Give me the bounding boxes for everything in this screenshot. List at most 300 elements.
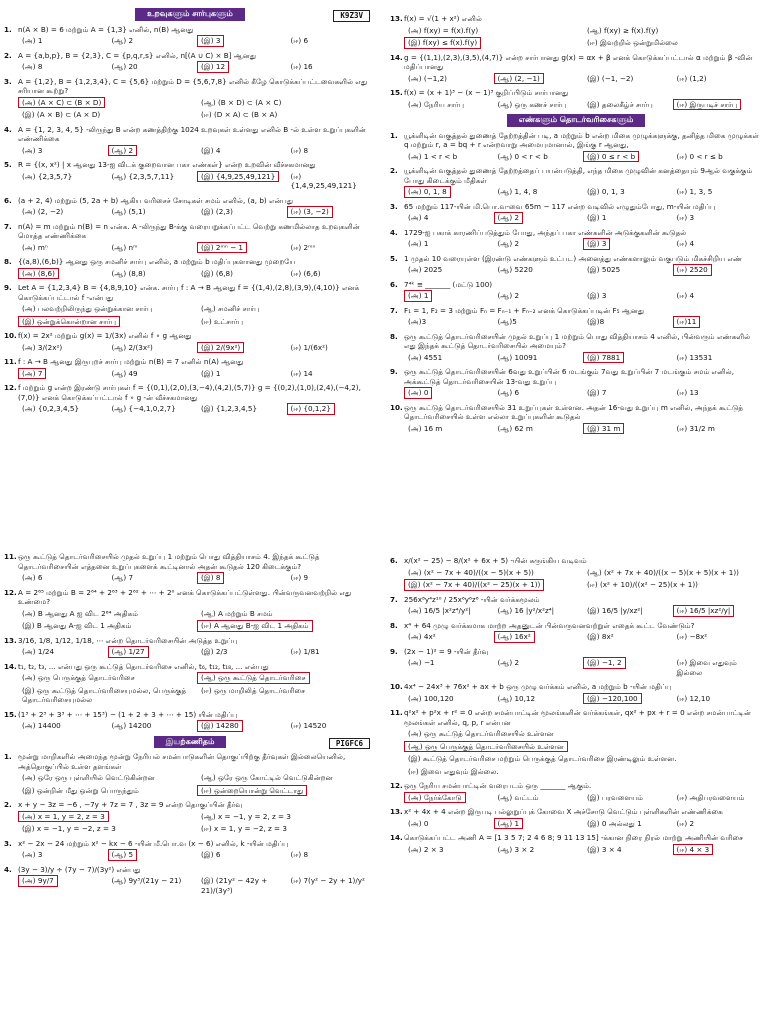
answer-option	[404, 238, 494, 250]
option-text: (ஆ) 20	[111, 62, 138, 72]
option-text: (ஆ) ஒரு கூட்டுத் தொடர்வரிசை	[197, 672, 310, 684]
question-text: A = {1, 2, 3, 4, 5} -லிருந்து B என்ற கணத்திற்கு 1024 உறவுகள் உள்ளது எனில் B -ல் உள்ள உறுப்புகளின் எண்ணிக்கை	[18, 124, 366, 144]
option-text: (இ) 2/(9x²)	[197, 342, 244, 354]
answer-option	[287, 61, 377, 73]
question-text: g = {(1,1),(2,3),(3,5),(4,7)} என்ற சார்பானது g(x) = αx + β எனக் கொடுக்கப்பட்டால் α மற்றும் β -வின் மதிப்பானது	[404, 52, 753, 71]
answer-option	[583, 264, 673, 276]
answer-option	[404, 605, 494, 617]
option-text: (இ) 3	[197, 35, 224, 47]
question-stem	[390, 403, 762, 422]
option-text: (ஆ) 6	[497, 388, 520, 398]
question-number: 10.	[390, 682, 403, 691]
answer-option	[108, 35, 198, 47]
answer-option	[583, 316, 673, 328]
option-text: (ஆ) 7	[111, 573, 134, 582]
answer-options	[390, 605, 762, 618]
option-text: (ஈ) 4 × 3	[673, 844, 714, 856]
question-number: 13.	[390, 14, 403, 23]
option-text: (ஆ) 2	[494, 212, 524, 224]
answer-option-correct	[197, 672, 376, 684]
answer-option-correct	[18, 316, 197, 328]
option-text: (ஈ) (3, −2)	[287, 206, 333, 218]
question-stem	[390, 228, 762, 238]
answer-option	[108, 268, 198, 280]
answer-option-correct	[583, 238, 673, 250]
answer-option	[583, 792, 673, 804]
answer-option	[18, 145, 108, 157]
question-text: x/(x² − 25) − 8/(x² + 6x + 5) -யின் சுருங்கிய வடிவம்	[404, 556, 587, 565]
option-text: (அ) 0	[408, 818, 429, 828]
answer-option-correct	[494, 818, 584, 830]
answer-option	[18, 61, 108, 73]
answer-options	[4, 720, 376, 733]
question-stem	[4, 383, 376, 402]
question-text: யூக்ளிடின் வகுத்தல் துணைத் தேற்றத்தின் படி, a மற்றும் b என்ற மிகை முழுக்களுக்கு, தனித்த மிகை முழுக்கள் q மற்றும் r, a = bq + r என்றவாறு அமையுமானால், இங்கு r ஆனது,	[404, 130, 760, 150]
answer-options	[4, 646, 376, 659]
answer-option	[18, 720, 108, 732]
answer-options	[390, 316, 762, 329]
answer-option	[287, 171, 377, 192]
answer-option	[583, 73, 673, 85]
option-text: (அ) mⁿ	[22, 242, 48, 252]
option-text: (அ) 6	[22, 573, 43, 582]
answer-option	[583, 567, 762, 579]
option-text: (இ) ஒரு கூட்டுத் தொடர்வரிசையுமல்ல, பெருக்குத் தொடர்வரிசையுமல்ல	[22, 685, 187, 704]
option-text: (ஆ) x = −1, y = 2, z = 3	[201, 811, 291, 821]
question-item	[390, 647, 762, 680]
answer-option-correct	[197, 785, 376, 797]
question-text: R = {(x, x²) | x ஆனது 13-ஐ விடக் குறைவான பகா எண்கள்} என்ற உறவின் வீச்சகமானது	[18, 160, 316, 170]
answer-option	[404, 693, 494, 705]
answer-option-correct	[583, 423, 673, 435]
answer-option-correct	[673, 605, 763, 617]
option-text: (ஆ) 0 < r < b	[497, 151, 548, 161]
answer-options	[4, 572, 376, 585]
answer-option	[108, 572, 198, 584]
question-item	[390, 682, 762, 705]
question-number: 10.	[390, 402, 403, 412]
question-number: 1.	[390, 130, 398, 140]
answer-option	[583, 579, 762, 591]
question-stem	[390, 833, 762, 843]
question-text: A = 2⁶⁵ மற்றும் B = 2⁶⁴ + 2⁶³ + 2⁶² + ⋯ + 2⁰ எனக் கொடுக்கப்பட்டுள்ளது. பின்வருவனவற்றில் எது உண்மை?	[18, 587, 352, 606]
question-stem	[4, 636, 376, 646]
question-stem	[390, 14, 762, 24]
answer-option	[287, 720, 377, 732]
option-text: (இ) 7881	[583, 352, 624, 364]
answer-option	[108, 720, 198, 732]
option-text: (அ) 1 < r < b	[408, 151, 458, 161]
answer-option	[673, 631, 763, 643]
option-text: (ஈ) இவை எதுவும் இல்லை.	[408, 766, 499, 776]
question-text: ஒரு நேரிய சமன்பாட்டின் வரைபடம் ஒரு _______ ஆகும்.	[404, 781, 592, 790]
option-text: (ஆ) 10091	[497, 352, 538, 362]
answer-option	[404, 25, 583, 37]
answer-options	[4, 849, 376, 862]
option-text: (அ) 3/(2x²)	[22, 342, 63, 352]
question-stem	[390, 88, 762, 98]
section-header	[4, 8, 376, 21]
option-text: (ஆ) 2/(3x²)	[111, 342, 153, 352]
option-text: (அ) 8	[22, 62, 43, 72]
question-number: 3.	[4, 838, 12, 848]
question-stem	[4, 357, 376, 367]
option-text: (அ) −1	[408, 658, 435, 667]
question-stem	[390, 131, 762, 150]
option-text: (இ) 7	[587, 388, 607, 398]
option-text: (இ) 5025	[587, 265, 621, 275]
question-number: 12.	[4, 383, 17, 393]
question-item	[4, 257, 376, 280]
answer-option-correct	[197, 35, 287, 47]
option-text: (அ) 1/24	[22, 647, 55, 656]
question-number: 6.	[390, 556, 398, 565]
answer-options	[390, 657, 762, 679]
question-item	[390, 306, 762, 329]
answer-option	[287, 35, 377, 47]
option-text: (ஆ) 1	[494, 818, 524, 830]
answer-option-correct	[494, 73, 584, 85]
answer-option	[494, 605, 584, 617]
question-text: f(x) = 2x² மற்றும் g(x) = 1/(3x) எனில் f ∘ g ஆனது	[18, 331, 192, 341]
answer-option	[404, 728, 762, 740]
answer-options	[4, 206, 376, 219]
option-text: (இ) 1	[201, 368, 221, 378]
answer-option-correct	[673, 844, 763, 856]
option-text: (அ) நேரிய சார்பு	[408, 99, 465, 109]
option-text: (அ) (8,6)	[18, 268, 59, 280]
question-item	[4, 196, 376, 219]
answer-options	[4, 672, 376, 707]
question-stem	[390, 254, 762, 264]
answer-option	[287, 875, 377, 896]
option-text: (ஆ) 5	[108, 849, 138, 861]
answer-option	[673, 290, 763, 302]
option-text: (இ) (2,3)	[201, 207, 233, 217]
option-text: (ஆ) 14200	[111, 721, 152, 730]
answer-options	[390, 25, 762, 50]
answer-options	[390, 99, 762, 112]
answer-option-correct	[494, 212, 584, 224]
answer-option	[197, 685, 376, 706]
answer-option	[108, 242, 198, 254]
question-text: யூக்ளிடின் வகுத்தல் துணைத் தேற்றத்தைப் பயன்படுத்தி, எந்த மிகை முழுவின் கனத்தையும் 9ஆல் வகுக்கும் போது கிடைக்கும் மீதிகள்	[404, 166, 753, 185]
question-item	[390, 807, 762, 830]
question-number: 12.	[390, 781, 403, 790]
option-text: (ஆ) ஒரு கணச் சார்பு	[497, 99, 567, 109]
option-text: (ஆ) 3 × 2	[497, 844, 535, 854]
question-list	[390, 14, 762, 111]
option-text: (ஈ) உட்சார்பு	[201, 316, 244, 326]
option-text: (இ) x = −1, y = −2, z = 3	[22, 824, 116, 834]
question-stem	[390, 621, 762, 631]
answer-option	[287, 342, 377, 354]
answer-option-correct	[18, 97, 197, 109]
option-text: (ஆ) 16x²	[494, 631, 535, 643]
question-number: 9.	[390, 367, 398, 377]
question-item	[4, 331, 376, 354]
option-text: (ஈ) இவற்றில் ஒன்றுமில்லை	[587, 38, 678, 47]
question-stem	[4, 222, 376, 241]
answer-option	[494, 792, 584, 804]
answer-option	[287, 849, 377, 861]
answer-option	[494, 99, 584, 111]
option-text: (ஈ) 2	[676, 818, 695, 828]
answer-option	[673, 186, 763, 198]
option-text: (இ) (A × B) ⊂ (A × D)	[22, 110, 101, 120]
answer-option	[287, 646, 377, 658]
answer-option	[583, 37, 762, 49]
option-text: (ஈ) 13531	[676, 352, 713, 362]
question-stem	[390, 166, 762, 185]
question-list	[390, 131, 762, 436]
option-text: (ஈ) 8	[290, 145, 309, 155]
question-number: 2.	[4, 800, 12, 810]
answer-option-correct	[583, 693, 673, 705]
answer-option-correct	[673, 99, 763, 111]
answer-options	[4, 268, 376, 281]
question-text: கொடுக்கப்பட்ட அணி A = [1 3 5 7; 2 4 6 8; 9 11 13 15] -க்கான நிரை நிரல் மாற்று அணியின் வரிசை	[404, 833, 744, 842]
option-text: (அ) 2 × 3	[408, 844, 444, 854]
section-header	[390, 114, 762, 127]
option-text: (அ) 0	[404, 387, 432, 399]
answer-option-correct	[18, 875, 108, 896]
question-stem	[4, 552, 376, 571]
option-text: (அ) 14400	[22, 721, 61, 730]
answer-option	[18, 171, 108, 192]
option-text: (ஆ) A மற்றும் B சமம்	[201, 608, 273, 618]
question-text: f : A → B ஆனது இருபுறச் சார்பு மற்றும் n(B) = 7 எனில் n(A) ஆனது	[18, 357, 244, 367]
option-text: (அ) ஒரு கூட்டுத் தொடர்வரிசையில் உள்ளன	[408, 729, 554, 738]
answer-options	[4, 97, 376, 122]
question-stem	[390, 202, 762, 212]
answer-options	[4, 145, 376, 158]
option-text: (ஈ) 0 < r ≤ b	[676, 151, 723, 161]
question-text: x⁴ + 64 முழு வர்க்கமாக மாற்ற அதனுடன் பின்வருவனவற்றுள் எதைக் கூட்ட வேண்டும்?	[404, 620, 695, 630]
option-text: (ஆ) {2,3,5,7,11}	[111, 171, 175, 181]
question-item	[390, 166, 762, 199]
option-text: (இ) (−1, −2)	[587, 73, 634, 83]
option-text: (அ) 7	[18, 368, 46, 380]
question-stem	[4, 588, 376, 607]
question-item	[4, 710, 376, 733]
question-number: 3.	[4, 76, 12, 86]
option-text: (ஈ) ஒரு மாறிலித் தொடர்வரிசை	[201, 685, 306, 695]
option-text: (ஈ) A ஆனது B-ஐ விட 1 அதிகம்	[197, 620, 313, 632]
question-number: 15.	[390, 88, 403, 97]
question-item	[390, 131, 762, 164]
option-text: (ஈ) அதிபரவளையம்	[676, 792, 745, 802]
answer-option	[197, 875, 287, 896]
answer-option	[404, 844, 494, 856]
answer-option	[404, 567, 583, 579]
answer-option	[494, 316, 584, 328]
option-text: (ஆ) ஒரே ஒரு கோட்டில் வெட்டுகின்றன	[201, 773, 333, 783]
option-text: (ஈ) 3	[676, 213, 695, 223]
answer-option	[494, 387, 584, 399]
question-item	[390, 53, 762, 86]
answer-option-correct	[197, 620, 376, 632]
answer-option-correct	[404, 290, 494, 302]
option-text: (இ) 2/3	[201, 647, 228, 656]
option-text: (ஈ) {0,1,2}	[287, 403, 335, 415]
answer-option	[673, 238, 763, 250]
answer-option	[494, 186, 584, 198]
option-text: (ஆ) ஒரு பெருக்குத் தொடர்வரிசையில் உள்ளன	[404, 741, 568, 753]
option-text: (இ) f(xy) ≤ f(x).f(y)	[404, 37, 481, 49]
question-stem	[4, 662, 376, 672]
answer-option-correct	[673, 316, 763, 328]
question-text: 7⁴ᵏ ≡ _______ (மட்டு 100)	[404, 279, 493, 289]
answer-option	[197, 608, 376, 620]
answer-option-correct	[197, 171, 287, 192]
section-header	[4, 736, 376, 749]
question-stem	[390, 595, 762, 605]
question-stem	[4, 283, 376, 302]
answer-option	[404, 352, 494, 364]
question-item	[390, 556, 762, 592]
question-text: x² − 2x − 24 மற்றும் x² − kx − 6 -யின் மீ.பொ.வ (x − 6) எனில், k -யின் மதிப்பு	[18, 838, 289, 848]
question-text: 1 முதல் 10 வரையுள்ள (இரண்டு எண்களும் உட்பட) அனைத்து எண்களாலும் வகுபடும் மிகச்சிறிய எண்	[404, 253, 743, 263]
question-stem	[4, 125, 376, 144]
answer-option-correct	[18, 368, 108, 380]
answer-option	[404, 766, 762, 778]
answer-option	[18, 772, 197, 784]
option-text: (அ) (x² − 7x + 40)/((x − 5)(x + 5))	[408, 567, 534, 577]
answer-options	[390, 212, 762, 225]
question-text: (2x − 1)² = 9 -யின் தீர்வு	[404, 646, 489, 656]
section-title: இயற்கணிதம்	[154, 736, 227, 749]
answer-option	[404, 264, 494, 276]
answer-options	[4, 403, 376, 416]
question-item	[390, 367, 762, 400]
column-bottom-left	[4, 552, 376, 1022]
answer-option-correct	[287, 403, 377, 415]
option-text: (இ) 0 ≤ r < b	[583, 151, 639, 163]
question-item	[4, 25, 376, 48]
answer-option	[18, 685, 197, 706]
answer-option	[197, 206, 287, 218]
option-text: (ஆ) வட்டம்	[497, 792, 539, 802]
question-number: 8.	[390, 331, 398, 341]
answer-option	[673, 792, 763, 804]
option-text: (அ) 9y/7	[18, 875, 58, 887]
option-text: (இ) 31 m	[583, 423, 624, 435]
question-item	[390, 254, 762, 277]
answer-option	[404, 316, 494, 328]
column-top-left	[4, 8, 376, 528]
option-text: (அ) 3	[22, 145, 43, 155]
answer-options	[390, 792, 762, 805]
question-stem	[390, 280, 762, 290]
question-stem	[4, 865, 376, 875]
answer-option	[583, 818, 673, 830]
question-stem	[4, 160, 376, 170]
answer-options	[390, 352, 762, 365]
answer-option	[197, 403, 287, 415]
question-item	[4, 160, 376, 193]
question-item	[390, 833, 762, 856]
question-text: 1729-ஐ பகாக் காரணிப்படுத்தும் போது, அந்தப் பகா எண்களின் அடுக்குகளின் கூடுதல்	[404, 227, 687, 237]
question-text: x² + 4x + 4 என்ற இருபடி பல்லுறுப்புக் கோவை X அச்சோடு வெட்டும் புள்ளிகளின் எண்ணிக்கை	[404, 807, 723, 816]
question-number: 7.	[390, 305, 398, 315]
question-number: 3.	[390, 201, 398, 211]
answer-option	[18, 109, 197, 121]
question-item	[390, 708, 762, 778]
answer-option	[583, 25, 762, 37]
option-text: (ஆ) 2	[108, 145, 138, 157]
question-item	[4, 800, 376, 836]
option-text: (அ) (2, −2)	[22, 207, 64, 217]
option-text: (ஆ) 2	[497, 291, 520, 301]
answer-options	[390, 567, 762, 592]
answer-option	[197, 849, 287, 861]
option-text: (இ) 4	[201, 145, 221, 155]
answer-option	[108, 61, 198, 73]
answer-option	[18, 403, 108, 415]
answer-option	[18, 342, 108, 354]
option-text: (ஈ) 16	[290, 62, 313, 72]
answer-option	[404, 423, 494, 435]
answer-options	[4, 35, 376, 48]
answer-option	[583, 290, 673, 302]
question-number: 1.	[4, 24, 12, 34]
question-text: f மற்றும் g என்ற இரண்டு சார்புகள் f = {(0,1),(2,0),(3,−4),(4,2),(5,7)} g = {(0,2),(1,0),(2,4),(−4,2),(7,0)} எனக் கொடுக்கப்பட்டால் f ∘ g -ன் வீச்சகமானது	[18, 383, 361, 402]
question-number: 4.	[4, 124, 12, 134]
answer-options	[390, 818, 762, 831]
option-text: (இ) கூட்டுத் தொடர்வரிசை மற்றும் பெருக்குத் தொடர்வரிசை இரண்டிலும் உள்ளன.	[408, 754, 677, 763]
answer-option	[404, 657, 494, 678]
answer-option-correct	[18, 268, 108, 280]
answer-option-correct	[404, 741, 762, 753]
option-text: (ஈ) 1, 3, 5	[676, 187, 713, 197]
option-text: (அ) 3	[22, 850, 43, 860]
answer-option-correct	[108, 145, 198, 157]
option-text: (அ) B ஆனது A ஐ விட 2⁶⁴ அதிகம்	[22, 608, 138, 618]
question-number: 2.	[390, 166, 398, 176]
answer-option	[197, 109, 376, 121]
question-number: 9.	[4, 283, 12, 293]
question-item	[4, 383, 376, 416]
answer-option	[18, 849, 108, 861]
answer-option-correct	[583, 657, 673, 678]
answer-option	[197, 811, 376, 823]
answer-option	[583, 605, 673, 617]
answer-option	[404, 818, 494, 830]
answer-option	[197, 772, 376, 784]
answer-options	[390, 290, 762, 303]
option-text: (இ) 6	[201, 850, 221, 860]
answer-option	[18, 646, 108, 658]
answer-option	[494, 290, 584, 302]
option-text: (இ) 14280	[197, 720, 243, 732]
answer-option-correct	[583, 151, 673, 163]
question-item	[4, 552, 376, 585]
option-text: (இ) 1	[587, 213, 607, 223]
option-text: (ஆ) (x² + 7x + 40)/((x − 5)(x + 5)(x + 1))	[587, 567, 739, 577]
option-text: (ஈ) இவை எதுவும் இல்லை	[676, 658, 737, 677]
question-item	[390, 595, 762, 618]
answer-option	[583, 212, 673, 224]
question-stem	[4, 77, 376, 96]
question-stem	[390, 332, 762, 351]
option-text: (இ)8	[587, 317, 605, 327]
answer-option-correct	[197, 720, 287, 732]
answer-option	[494, 352, 584, 364]
answer-options	[4, 171, 376, 193]
option-text: (ஆ) 1/27	[108, 646, 149, 658]
answer-option-correct	[673, 264, 763, 276]
